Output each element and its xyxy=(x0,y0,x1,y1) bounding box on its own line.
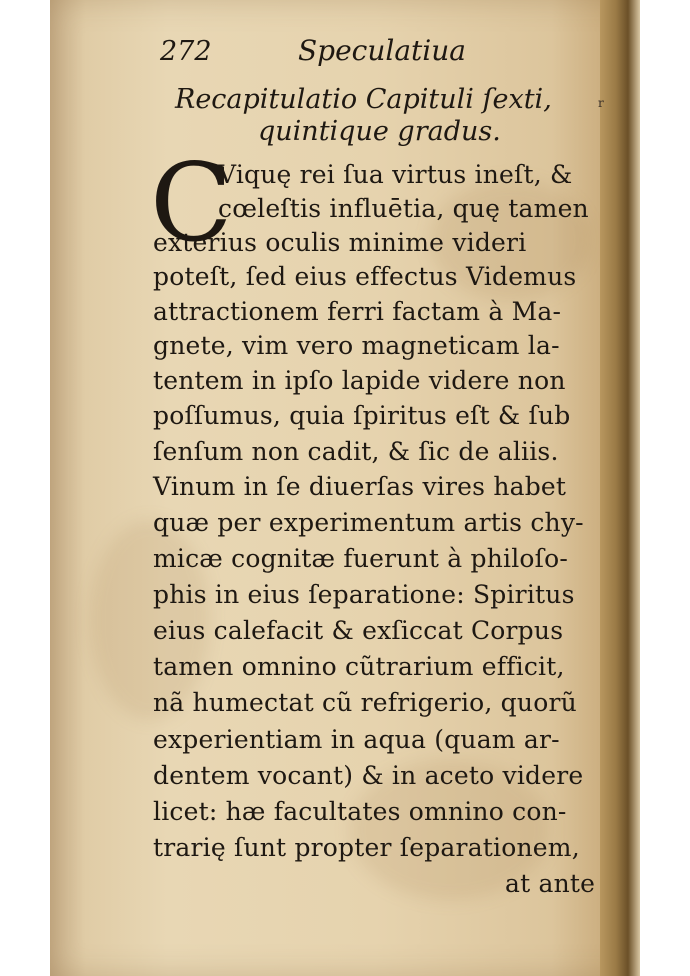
body-line: gnete, vim vero magneticam la- xyxy=(153,331,560,360)
body-line: nã humectat cũ refrigerio, quorũ xyxy=(153,688,577,717)
body-line: tamen omnino cũtrarium efficit, xyxy=(153,652,565,681)
section-heading-line-2: quintique gradus. xyxy=(258,116,501,147)
running-title: Speculatiua xyxy=(298,34,466,67)
body-line: phis in eius ſeparatione: Spiritus xyxy=(153,580,575,609)
section-heading-line-1: Recapitulatio Capituli ſexti, xyxy=(175,84,552,115)
body-line: exterius oculis minime videri xyxy=(153,228,527,257)
body-line: eius calefacit & exſiccat Corpus xyxy=(153,616,564,645)
body-line: experientiam in aqua (quam ar- xyxy=(153,725,560,754)
body-line: dentem vocant) & in aceto videre xyxy=(153,761,584,790)
body-line: tentem in ipſo lapide videre non xyxy=(153,366,566,395)
margin-mark: r xyxy=(598,96,604,110)
body-line: Viquę rei ſua virtus ineſt, & xyxy=(218,160,573,189)
body-line: micæ cognitæ fuerunt à philoſo- xyxy=(153,544,569,573)
body-line: trarię ſunt propter ſeparationem, xyxy=(153,833,580,862)
body-line: attractionem ferri factam à Ma- xyxy=(153,297,562,326)
drop-capital: C xyxy=(150,141,233,266)
body-line: quæ per experimentum artis chy- xyxy=(153,508,584,537)
page-edge-shadow xyxy=(600,0,640,976)
body-line: poteſt, ſed eius effectus Videmus xyxy=(153,262,577,291)
body-line: cœleſtis influētia, quę tamen xyxy=(218,194,589,223)
catchword: at ante xyxy=(505,869,596,898)
body-line: poſſumus, quia ſpiritus eſt & ſub xyxy=(153,401,571,430)
body-line: ſenſum non cadit, & ſic de aliis. xyxy=(153,437,559,466)
body-line: Vinum in ſe diuerſas vires habet xyxy=(153,472,567,501)
page-number: 272 xyxy=(160,36,212,67)
body-line: licet: hæ facultates omnino con- xyxy=(153,797,567,826)
